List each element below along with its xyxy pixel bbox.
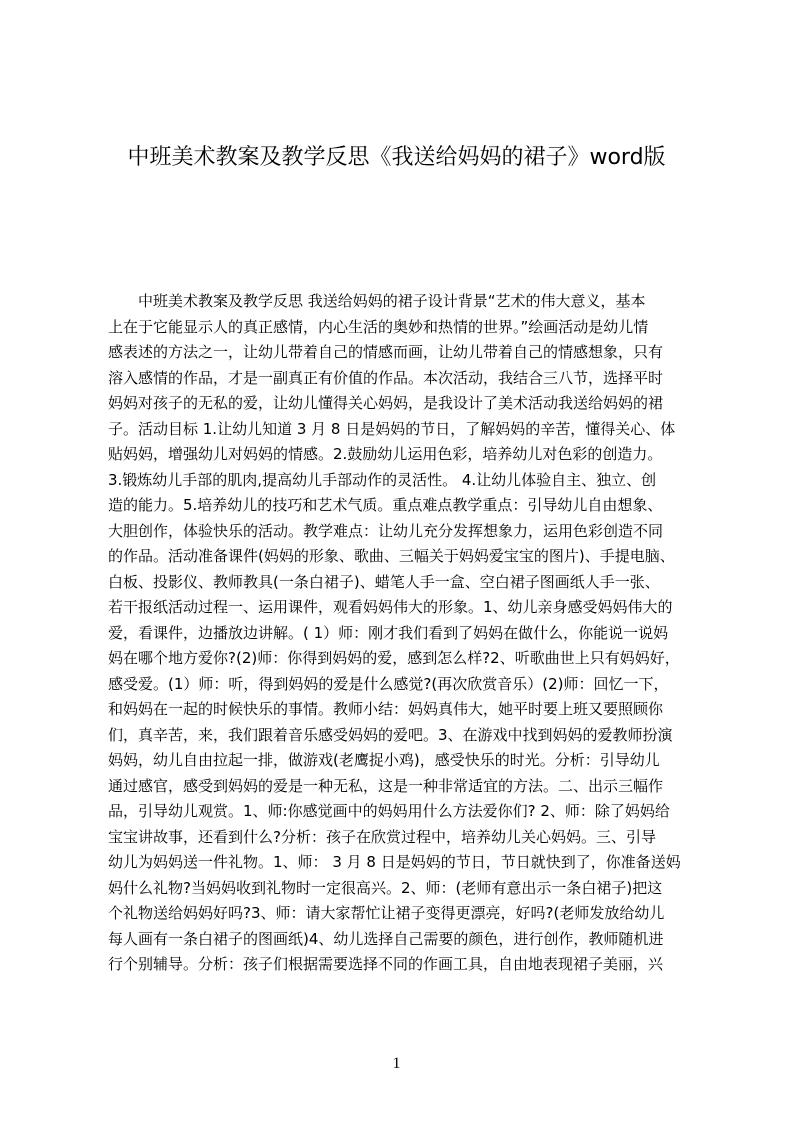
- document-title: 中班美术教案及教学反思《我送给妈妈的裙子》word版: [127, 145, 666, 170]
- body-line: 通过感官，感受到妈妈的爱是一种无私，这是一种非常适宜的方法。二、出示三幅作: [108, 776, 664, 795]
- body-line: 妈在哪个地方爱你?(2)师：你得到妈妈的爱，感到怎么样?2、听歌曲世上只有妈妈好，: [108, 649, 680, 667]
- body-line: 若干报纸活动过程一、运用课件，观看妈妈伟大的形象。1、幼儿亲身感受妈妈伟大的: [108, 598, 673, 616]
- body-line: 感表述的方法之一，让幼儿带着自己的情感而画，让幼儿带着自己的情感想象，只有: [108, 343, 664, 361]
- body-line: 贴妈妈，增强幼儿对妈妈的情感。2.鼓励幼儿运用色彩，培养幼儿对色彩的创造力。: [108, 445, 663, 463]
- body-line: 妈妈，幼儿自由拉起一排，做游戏(老鹰捉小鸡)，感受快乐的时光。分析：引导幼儿: [108, 751, 660, 769]
- body-line: 妈什么礼物?当妈妈收到礼物时一定很高兴。2、师：(老师有意出示一条白裙子)把这: [108, 878, 663, 897]
- body-line: 造的能力。5.培养幼儿的技巧和艺术气质。重点难点教学重点：引导幼儿自由想象、: [108, 496, 663, 514]
- body-line: 品，引导幼儿观赏。1、师:你感觉画中的妈妈用什么方法爱你们? 2、师：除了妈妈给: [108, 802, 670, 820]
- body-line: 每人画有一条白裙子的图画纸)4、幼儿选择自己需要的颜色，进行创作，教师随机进: [108, 929, 664, 948]
- body-line: 子。活动目标 1.让幼儿知道 3 月 8 日是妈妈的节日，了解妈妈的辛苦，懂得关心、体: [108, 419, 676, 438]
- body-line: 爱，看课件，边播放边讲解。( 1）师：刚才我们看到了妈妈在做什么，你能说一说妈: [108, 623, 669, 642]
- page-number: 1: [392, 1055, 401, 1072]
- body-line: 中班美术教案及教学反思 我送给妈妈的裙子设计背景“艺术的伟大意义，基本: [108, 292, 646, 310]
- body-line: 妈妈对孩子的无私的爱，让幼儿懂得关心妈妈，是我设计了美术活动我送给妈妈的裙: [108, 394, 664, 412]
- body-line: 行个别辅导。分析：孩子们根据需要选择不同的作画工具，自由地表现裙子美丽，兴: [108, 955, 664, 973]
- body-line: 个礼物送给妈妈好吗?3、师：请大家帮忙让裙子变得更漂亮，好吗?(老师发放给幼儿: [108, 904, 665, 922]
- body-line: 们，真辛苦，来，我们跟着音乐感受妈妈的爱吧。3、在游戏中找到妈妈的爱教师扮演: [108, 725, 673, 744]
- body-line: 宝宝讲故事，还看到什么?分析：孩子在欣赏过程中，培养幼儿关心妈妈。三、引导: [108, 827, 656, 846]
- body-line: 幼儿为妈妈送一件礼物。1、师： 3 月 8 日是妈妈的节日，节日就快到了，你准备送妈: [108, 853, 681, 871]
- body-line: 上在于它能显示人的真正感情，内心生活的奥妙和热情的世界。”绘画活动是幼儿情: [108, 317, 649, 336]
- document-body: [108, 289, 698, 978]
- body-line: 溶入感情的作品，才是一副真正有价值的作品。本次活动，我结合三八节，选择平时: [108, 368, 664, 387]
- body-line: 3.锻炼幼儿手部的肌肉,提高幼儿手部动作的灵活性。 4.让幼儿体验自主、独立、创: [108, 470, 657, 489]
- body-line: 的作品。活动准备课件(妈妈的形象、歌曲、三幅关于妈妈爱宝宝的图片)、手提电脑、: [108, 547, 675, 565]
- body-line: 和妈妈在一起的时候快乐的事情。教师小结：妈妈真伟大，她平时要上班又要照顾你: [108, 700, 664, 718]
- body-line: 感受爱。(1）师：听，得到妈妈的爱是什么感觉?(再次欣赏音乐）(2)师：回忆一下，: [108, 674, 669, 693]
- body-line: 白板、投影仪、教师教具(一条白裙子)、蜡笔人手一盒、空白裙子图画纸人手一张、: [108, 572, 660, 591]
- body-line: 大胆创作，体验快乐的活动。教学难点：让幼儿充分发挥想象力，运用色彩创造不同: [108, 521, 664, 540]
